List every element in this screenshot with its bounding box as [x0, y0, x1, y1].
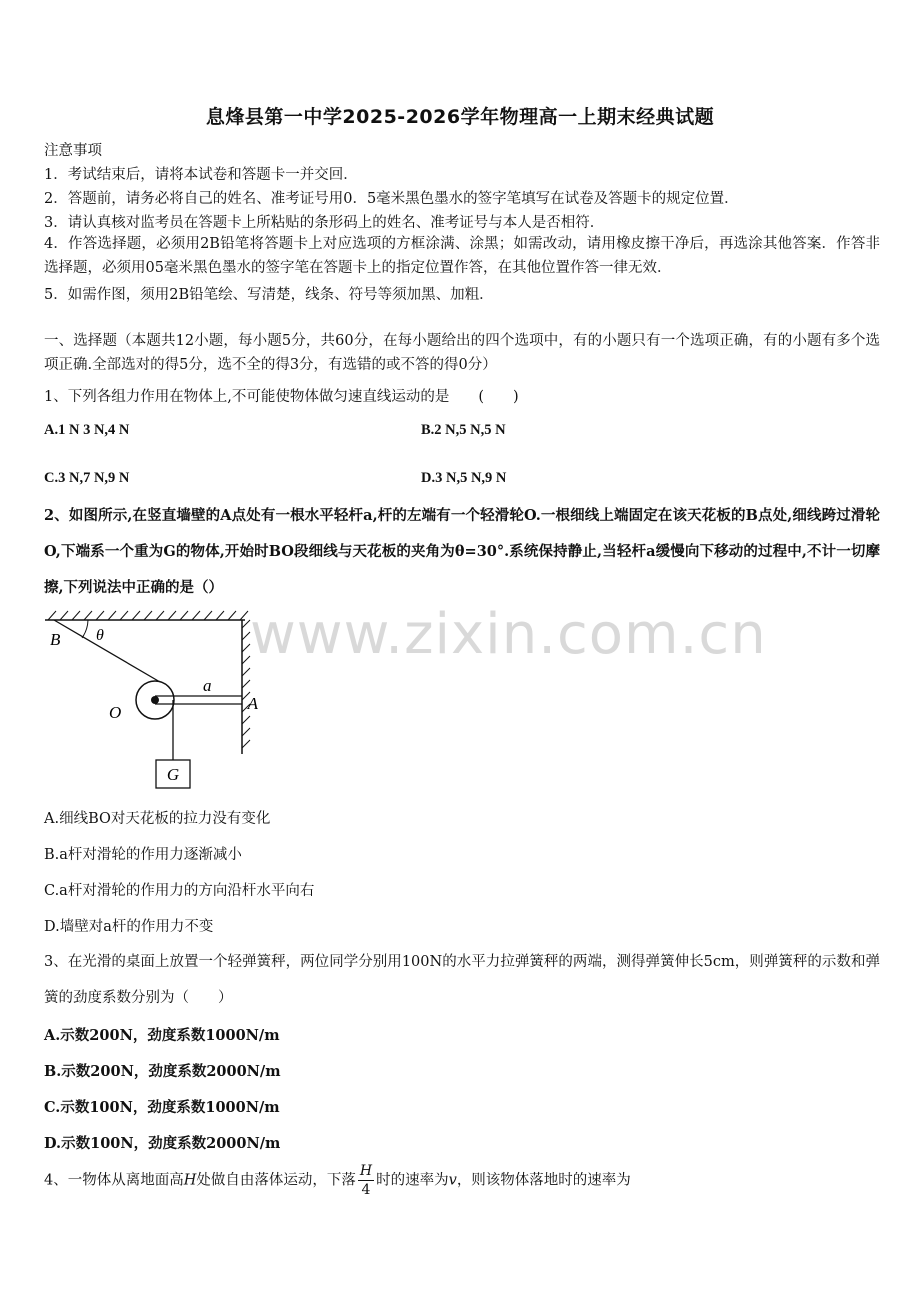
label-o: O	[109, 703, 122, 722]
notice-item: 3．请认真核对监考员在答题卡上所粘贴的条形码上的姓名、准考证号与本人是否相符．	[44, 215, 605, 231]
label-g: G	[166, 765, 180, 784]
question-1-option-a: A.1 N 3 N,4 N	[44, 422, 130, 438]
q4-text-1: 4、一物体从离地面高	[44, 1172, 184, 1189]
question-3-stem: 3、在光滑的桌面上放置一个轻弹簧秤，两位同学分别用100N的水平力拉弹簧秤的两端，测得弹簧伸长5cm，则弹簧秤的示数和弹簧的劲度系数分别为（ ）	[44, 954, 880, 1006]
question-2-option-b: B.a杆对滑轮的作用力逐渐减小	[44, 847, 242, 863]
question-1-option-b: B.2 N,5 N,5 N	[421, 422, 506, 438]
fraction-numerator: H	[359, 1163, 373, 1179]
fraction-h-over-4	[358, 1162, 374, 1199]
label-a: a	[203, 676, 212, 695]
pulley-diagram	[40, 608, 260, 794]
question-1-stem: 1、下列各组力作用在物体上,不可能使物体做匀速直线运动的是 ( )	[44, 389, 519, 405]
notice-heading: 注意事项	[44, 143, 102, 159]
notice-item: 1．考试结束后，请将本试卷和答题卡一并交回．	[44, 167, 358, 183]
watermark: www.zixin.com.cn	[250, 602, 767, 667]
q4-var-v: v	[448, 1172, 457, 1189]
label-wall-a: A	[247, 694, 258, 713]
question-2-option-d: D.墙壁对a杆的作用力不变	[44, 919, 214, 935]
page-title: 息烽县第一中学2025-2026学年物理高一上期末经典试题	[205, 106, 715, 128]
section-heading: 一、选择题（本题共12小题，每小题5分，共60分，在每小题给出的四个选项中，有的小题只有一个选项正确，有的小题有多个选项正确.全部选对的得5分，选不全的得3分，有选错的或不答的得0分）	[44, 333, 880, 373]
label-theta: θ	[96, 627, 104, 644]
q4-text-4: ，则该物体落地时的速率为	[456, 1172, 631, 1189]
question-2-option-c: C.a杆对滑轮的作用力的方向沿杆水平向右	[44, 883, 315, 899]
q4-text-2: 处做自由落体运动，下落	[196, 1172, 356, 1189]
question-4-stem	[44, 1162, 631, 1199]
fraction-denominator: 4	[361, 1182, 371, 1198]
question-1-option-c: C.3 N,7 N,9 N	[44, 470, 130, 486]
notice-item: 4．作答选择题，必须用2B铅笔将答题卡上对应选项的方框涂满、涂黑；如需改动，请用橡皮擦干净后，再选涂其他答案．作答非选择题，必须用05毫米黑色墨水的签字笔在答题卡上的指定位置作答，在其他位置作答一律无效．	[44, 236, 880, 276]
question-3-option-c: C.示数100N，劲度系数1000N/m	[44, 1099, 280, 1116]
question-1-option-d: D.3 N,5 N,9 N	[421, 470, 507, 486]
question-3-option-a: A.示数200N，劲度系数1000N/m	[44, 1027, 280, 1044]
question-3-option-d: D.示数100N，劲度系数2000N/m	[44, 1135, 281, 1152]
q4-var-h: H	[183, 1172, 197, 1189]
question-2-option-a: A.细线BO对天花板的拉力没有变化	[44, 811, 271, 827]
notice-item: 5．如需作图，须用2B铅笔绘、写清楚，线条、符号等须加黑、加粗．	[44, 287, 494, 303]
notice-item: 2．答题前，请务必将自己的姓名、准考证号用0．5毫米黑色墨水的签字笔填写在试卷及答题卡的规定位置．	[44, 191, 739, 207]
question-3-option-b: B.示数200N，劲度系数2000N/m	[44, 1063, 281, 1080]
question-2-stem: 2、如图所示,在竖直墙壁的A点处有一根水平轻杆a,杆的左端有一个轻滑轮O.一根细线上端固定在该天花板的B点处,细线跨过滑轮O,下端系一个重为G的物体,开始时BO段细线与天花板的夹角为θ=30°.系统保持静止,当轻杆a缓慢向下移动的过程中,不计一切摩擦,下列说法中正确的是（）	[44, 507, 880, 596]
q4-text-3: 时的速率为	[376, 1172, 449, 1189]
label-b: B	[50, 630, 61, 649]
